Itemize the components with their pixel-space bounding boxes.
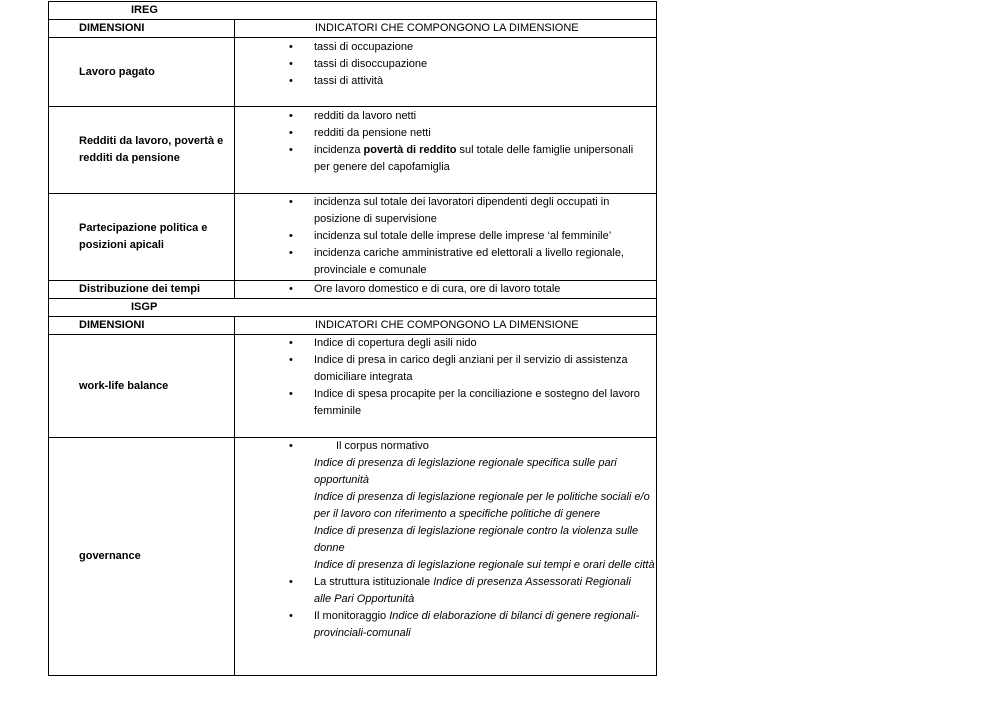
- ireg-section-title: IREG: [49, 2, 657, 20]
- indicator-subitem: Indice di presenza di legislazione regionale specifica sulle pari opportunità: [314, 457, 617, 486]
- indicator-text: Il monitoraggio: [314, 610, 390, 622]
- indicator-item-struttura: [235, 574, 648, 608]
- dimension-distribuzione-tempi: Distribuzione dei tempi: [49, 281, 235, 299]
- indicator-list: [235, 194, 656, 279]
- indicator-item: • Indice di copertura degli asili nido: [235, 335, 648, 352]
- indicator-list: [235, 335, 656, 420]
- indicator-bold-text: povertà di reddito: [363, 144, 457, 156]
- indicator-item: • incidenza cariche amministrative ed elettorali a livello regionale, provinciale e comunale: [235, 245, 648, 279]
- indicator-item-corpus: • Il corpus normativo: [235, 438, 648, 455]
- indicator-list: [235, 438, 656, 455]
- dimension-lavoro-pagato: Lavoro pagato: [49, 38, 235, 107]
- indicator-item: • redditi da pensione netti: [235, 125, 648, 142]
- indicator-text: sul totale delle famiglie unipersonali per genere del capofamiglia: [314, 144, 634, 173]
- indicator-item: • redditi da lavoro netti: [235, 108, 648, 125]
- indicator-subitem: Indice di presenza di legislazione regionale sui tempi e orari delle città: [314, 559, 655, 571]
- indicator-italic-text: Indice di elaborazione di bilanci di genere regionali-provinciali-comunali: [314, 610, 640, 639]
- isgp-header-dimensions: DIMENSIONI: [49, 317, 235, 335]
- indicators-table: [48, 1, 657, 676]
- indicator-list: [235, 574, 656, 642]
- indicator-item-monitoraggio: [235, 608, 648, 642]
- dimension-governance: governance: [49, 438, 235, 676]
- indicator-item: • Indice di presa in carico degli anziani per il servizio di assistenza domiciliare integrata: [235, 352, 648, 386]
- indicator-item: • Ore lavoro domestico e di cura, ore di lavoro totale: [235, 281, 648, 298]
- indicator-item: [235, 142, 648, 176]
- indicator-item: • incidenza sul totale delle imprese delle imprese ‘al femminile’: [235, 228, 648, 245]
- indicator-item: • tassi di attività: [235, 73, 648, 90]
- isgp-section-title: ISGP: [49, 299, 657, 317]
- ireg-header-indicators: INDICATORI CHE COMPONGONO LA DIMENSIONE: [235, 20, 657, 38]
- dimension-partecipazione: Partecipazione politica e posizioni apicali: [49, 194, 235, 281]
- dimension-work-life-balance: work-life balance: [49, 335, 235, 438]
- indicator-list: [235, 39, 656, 90]
- indicator-text: La struttura istituzionale: [314, 576, 434, 588]
- indicator-text: incidenza: [314, 144, 364, 156]
- indicator-italic-text: Indice di presenza Assessorati Regionali alle Pari Opportunità: [314, 576, 631, 605]
- ireg-header-dimensions: DIMENSIONI: [49, 20, 235, 38]
- indicator-item: • tassi di disoccupazione: [235, 56, 648, 73]
- indicator-subitem: Indice di presenza di legislazione regionale contro la violenza sulle donne: [314, 525, 639, 554]
- isgp-header-indicators: INDICATORI CHE COMPONGONO LA DIMENSIONE: [235, 317, 657, 335]
- dimension-redditi: Redditi da lavoro, povertà e redditi da pensione: [49, 107, 235, 194]
- indicator-item: • incidenza sul totale dei lavoratori dipendenti degli occupati in posizione di supervisione: [235, 194, 648, 228]
- indicator-list: [235, 108, 656, 176]
- indicator-list: [235, 281, 656, 298]
- indicator-item: • Indice di spesa procapite per la conciliazione e sostegno del lavoro femminile: [235, 386, 648, 420]
- indicator-item: • tassi di occupazione: [235, 39, 648, 56]
- indicator-subitem: Indice di presenza di legislazione regionale per le politiche sociali e/o per il lavoro con riferimento a specifiche politiche di genere: [314, 491, 650, 520]
